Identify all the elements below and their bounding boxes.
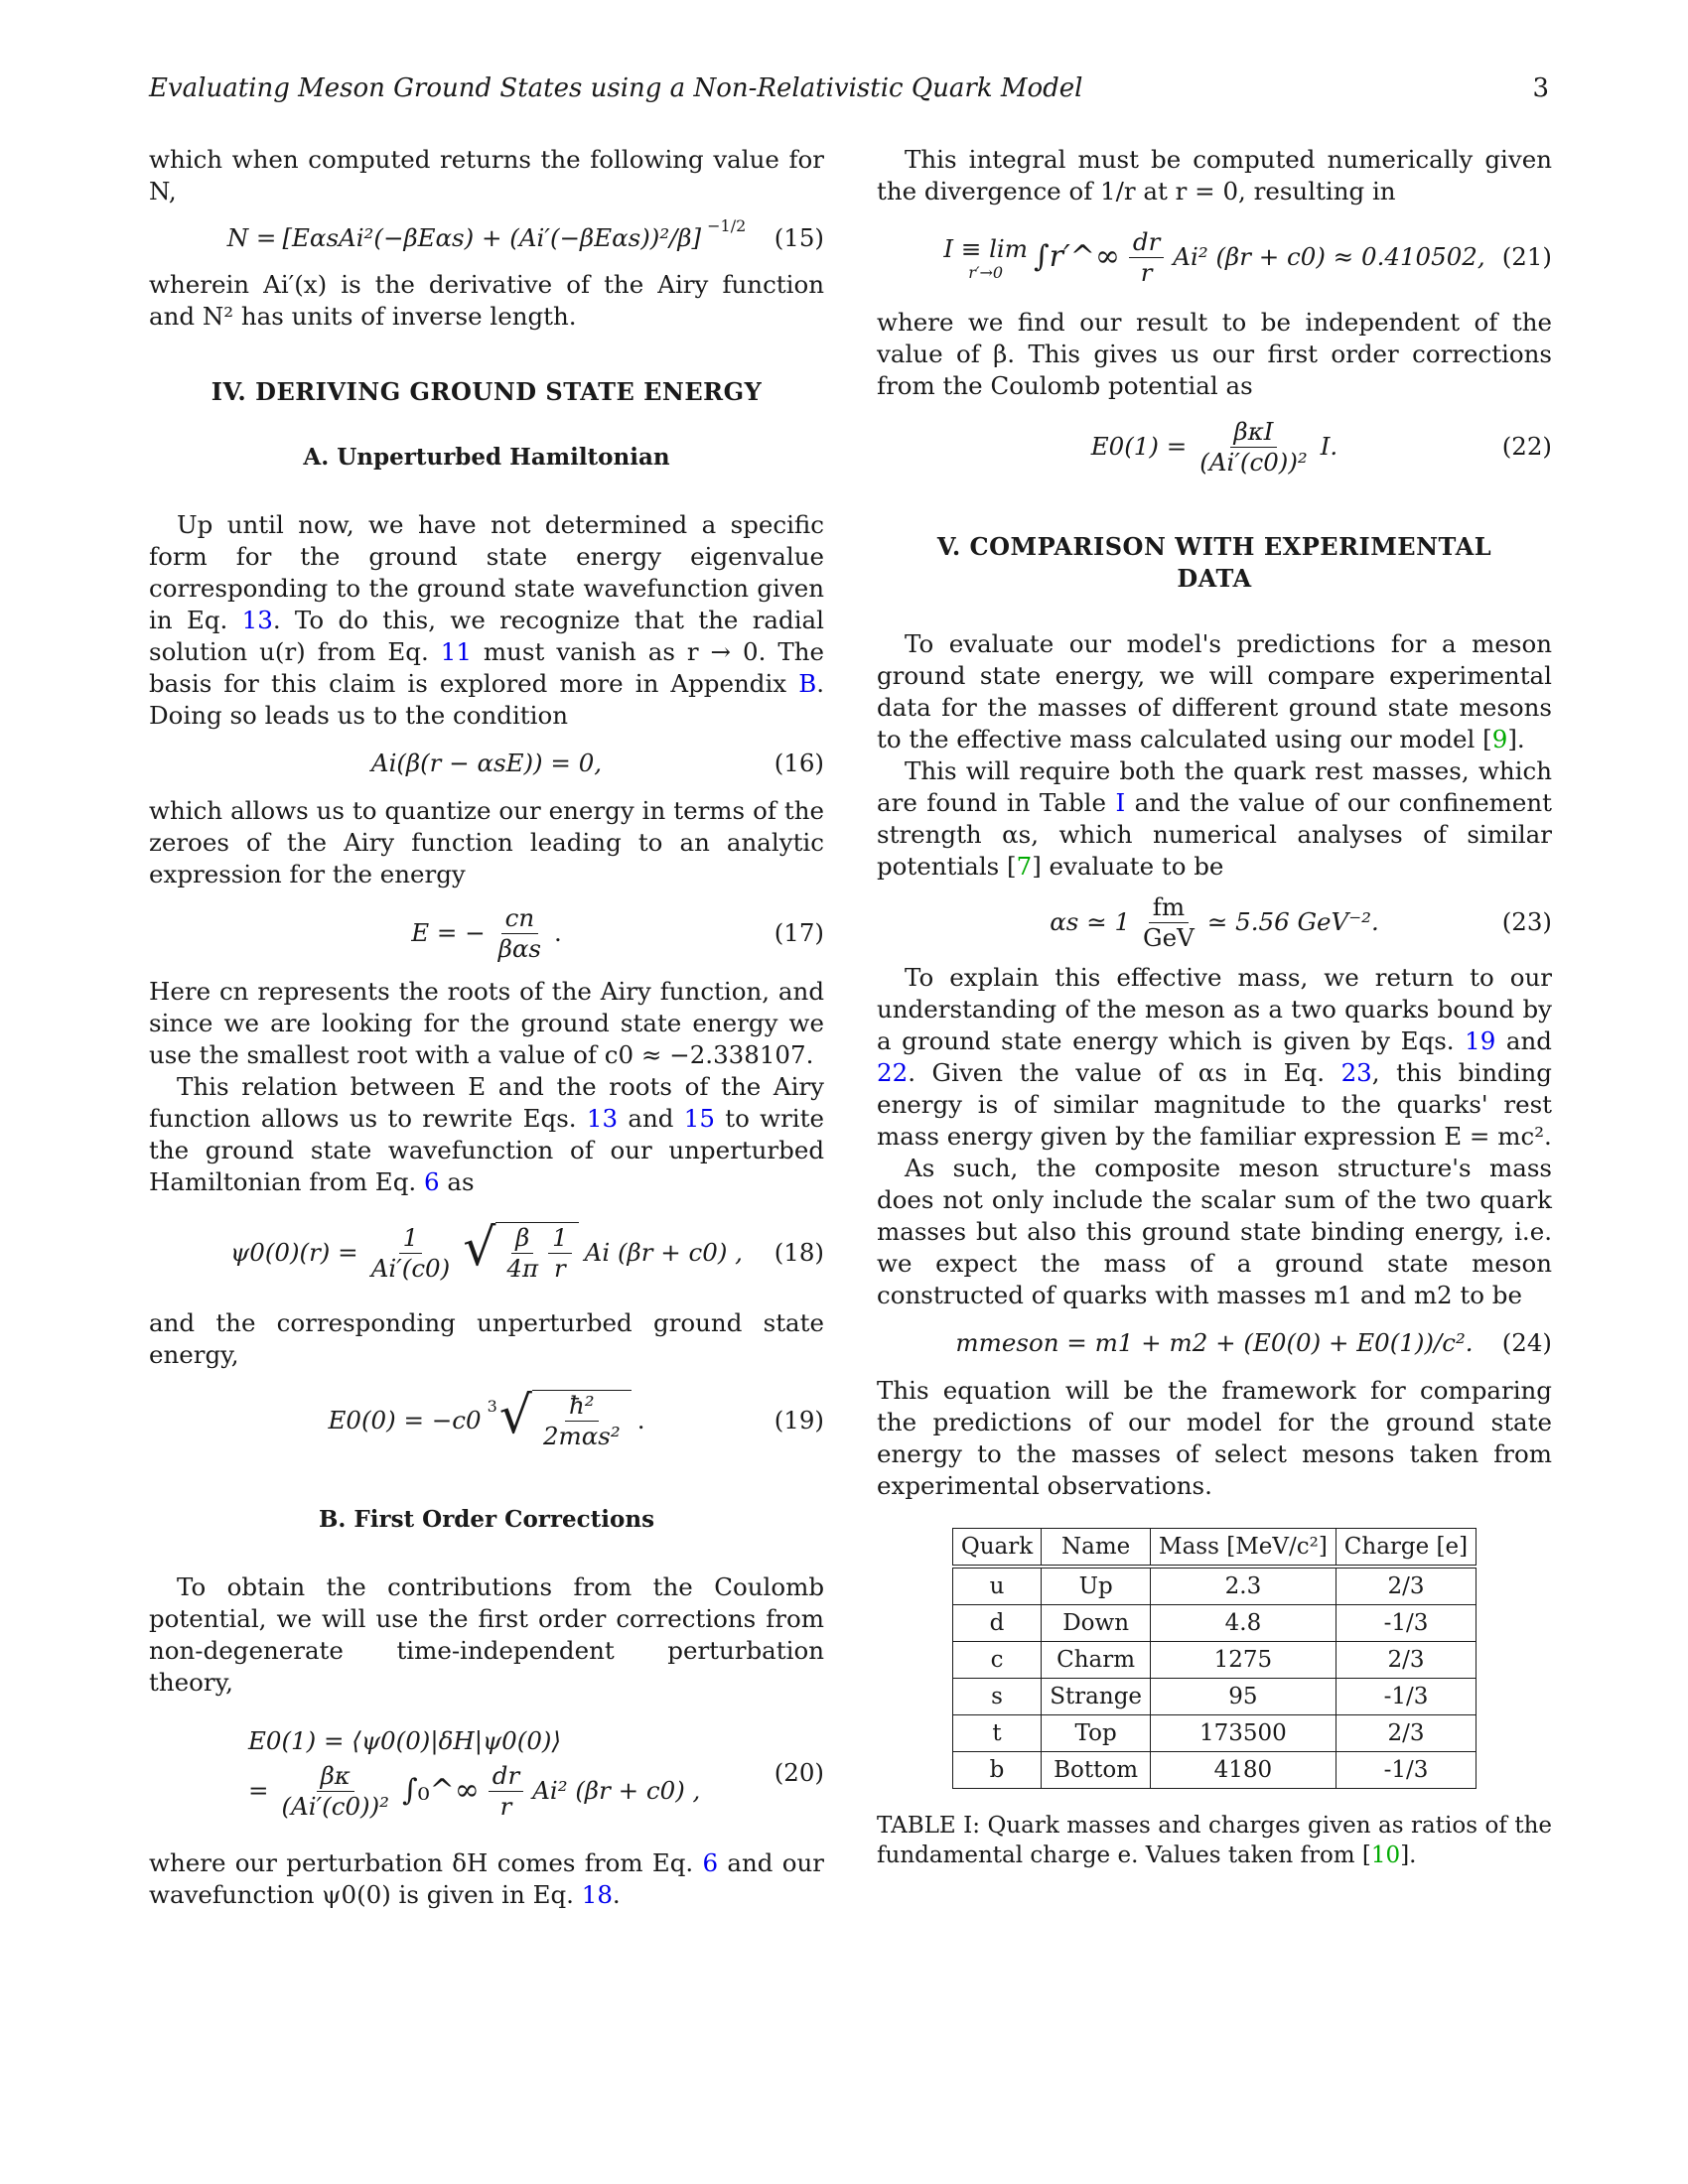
table-cell: 2/3	[1336, 1642, 1476, 1679]
table-cell: Top	[1042, 1715, 1151, 1752]
equation-reference-link[interactable]: 23	[1340, 1058, 1372, 1087]
table-cell: 2/3	[1336, 1567, 1476, 1605]
paragraph: This equation will be the framework for comparing the predictions of our model for the ground state energy to the masses of select mesons taken from experimental observations.	[877, 1376, 1552, 1500]
table-cell: c	[952, 1642, 1041, 1679]
table-row	[952, 1605, 1476, 1642]
column-header: Charge [e]	[1336, 1529, 1476, 1568]
table-reference-link[interactable]: I	[1115, 788, 1126, 817]
equation-16: Ai(β(r − αsE)) = 0, (16)	[370, 749, 824, 777]
equation-number: (20)	[774, 1758, 824, 1787]
table-cell: b	[952, 1752, 1041, 1789]
equation-21: I ≡ lim r′→0 ∫r′^∞ $\frac{dr}{r}$ Ai² (βr + c0) ≈ 0.410502, (21)	[943, 226, 1552, 287]
table-cell: -1/3	[1336, 1752, 1476, 1789]
paragraph: To explain this effective mass, we return to our understanding of the meson as a two quarks bound by a ground state energy which is given by Eqs. 19 and 22. Given the value of αs in Eq. 23, this binding energy is of similar magnitude to the quarks' rest mass energy given by the familiar expression E = mc².	[877, 963, 1552, 1151]
citation-link[interactable]: 10	[1370, 1843, 1401, 1868]
running-title: Evaluating Meson Ground States using a Non-Relativistic Quark Model	[149, 73, 1083, 103]
paragraph: This will require both the quark rest masses, which are found in Table I and the value of our confinement strength αs, which numerical analyses of similar potentials [7] evaluate to be	[877, 756, 1552, 881]
table-cell: Bottom	[1042, 1752, 1151, 1789]
table-caption: TABLE I: Quark masses and charges given as ratios of the fundamental charge e. Values taken from [10].	[877, 1813, 1552, 1868]
paragraph: where our perturbation δH comes from Eq. 6 and our wavefunction ψ0(0) is given in Eq. 18.	[149, 1848, 824, 1909]
equation-reference-link[interactable]: 22	[877, 1058, 909, 1087]
equation-17: E = − $\frac{cn}{\text{βαs}}$ . (17)	[411, 902, 824, 963]
equation-reference-link[interactable]: 19	[1465, 1026, 1496, 1055]
table-cell: Strange	[1042, 1679, 1151, 1715]
equation-number: (24)	[1501, 1328, 1552, 1357]
equation-number: (23)	[1501, 907, 1552, 936]
paragraph: Here cn represents the roots of the Airy function, and since we are looking for the ground state energy we use the smallest root with a value of c0 ≈ −2.338107.	[149, 977, 824, 1069]
table-cell: -1/3	[1336, 1605, 1476, 1642]
equation-number: (17)	[774, 918, 824, 947]
equation-19: E0(0) = −c0 $^3$ √ $\frac{\text{ħ²}}{\text{2mαs²}}$ . (19)	[328, 1386, 824, 1450]
column-header: Quark	[952, 1529, 1041, 1568]
table-row	[952, 1752, 1476, 1789]
table-cell: 1275	[1151, 1642, 1336, 1679]
equation-reference-link[interactable]: 6	[423, 1167, 440, 1196]
table-cell: t	[952, 1715, 1041, 1752]
equation-24: mmeson = m1 + m2 + (E0(0) + E0(1))/c². (24)	[955, 1328, 1552, 1357]
equation-reference-link[interactable]: 13	[586, 1104, 619, 1133]
section-heading: IV. DERIVING GROUND STATE ENERGY	[211, 377, 763, 406]
paragraph: where we find our result to be independent of the value of β. This gives us our first order corrections from the Coulomb potential as	[877, 308, 1552, 400]
subsection-heading: A. Unperturbed Hamiltonian	[303, 444, 670, 471]
table-cell: 4.8	[1151, 1605, 1336, 1642]
equation-number: (22)	[1501, 432, 1552, 461]
table-cell: -1/3	[1336, 1679, 1476, 1715]
table-row	[952, 1642, 1476, 1679]
citation-link[interactable]: 7	[1016, 852, 1033, 881]
equation-number: (15)	[774, 223, 824, 252]
page-number: 3	[1532, 73, 1549, 103]
equation-number: (21)	[1501, 242, 1552, 271]
column-header: Name	[1042, 1529, 1151, 1568]
table-row	[952, 1715, 1476, 1752]
equation-number: (16)	[774, 749, 824, 777]
running-header	[149, 73, 1549, 113]
equation-reference-link[interactable]: 15	[683, 1104, 715, 1133]
table-cell: s	[952, 1679, 1041, 1715]
equation-reference-link[interactable]: 18	[581, 1880, 613, 1909]
equation-reference-link[interactable]: 11	[440, 637, 472, 666]
equation-reference-link[interactable]: 6	[702, 1848, 719, 1877]
paragraph: As such, the composite meson structure's mass does not only include the scalar sum of the two quark masses but also this ground state binding energy, i.e. we expect the mass of a ground state meson constructed of quarks with masses m1 and m2 to be	[877, 1154, 1552, 1309]
quark-table	[952, 1528, 1477, 1789]
equation-number: (19)	[774, 1406, 824, 1434]
table-header-row	[952, 1529, 1476, 1568]
table-cell: Down	[1042, 1605, 1151, 1642]
left-column	[149, 144, 824, 1911]
equation-20: E0(1) = ⟨ψ0(0)|δH|ψ0(0)⟩ = $\frac{\beta\kappa}{\text{(Ai′(c0))²}}$ ∫₀^∞ $\frac{dr}{r}$ Ai² (βr + c0) , (20)	[248, 1725, 824, 1821]
equation-22: E0(1) = $\frac{\text{βκI}}{\text{(Ai′(c0))²}}$ I. (22)	[1090, 416, 1552, 477]
table-cell: 4180	[1151, 1752, 1336, 1789]
table-cell: 2.3	[1151, 1567, 1336, 1605]
table-row	[952, 1567, 1476, 1605]
paragraph: To evaluate our model's predictions for a meson ground state energy, we will compare experimental data for the masses of different ground state mesons to the effective mass calculated using our model [9].	[877, 629, 1552, 753]
subsection-heading: B. First Order Corrections	[318, 1506, 655, 1533]
paragraph: and the corresponding unperturbed ground state energy,	[149, 1308, 824, 1369]
paragraph: To obtain the contributions from the Coulomb potential, we will use the first order corrections from non-degenerate time-independent perturbation theory,	[149, 1572, 824, 1697]
table-row	[952, 1679, 1476, 1715]
paragraph: Up until now, we have not determined a specific form for the ground state energy eigenvalue corresponding to the ground state wavefunction given in Eq. 13. To do this, we recognize that the radial solution u(r) from Eq. 11 must vanish as r → 0. The basis for this claim is explored more in Appendix B. Doing so leads us to the condition	[149, 510, 824, 730]
paragraph: which when computed returns the following value for N,	[149, 145, 824, 205]
equation-23: αs ≃ 1 $\frac{fm}{\text{GeV}}$ ≃ 5.56 GeV⁻². (23)	[1050, 891, 1552, 952]
equation-reference-link[interactable]: 13	[241, 606, 273, 634]
right-column	[877, 144, 1552, 1870]
table-cell: 173500	[1151, 1715, 1336, 1752]
paragraph: which allows us to quantize our energy in terms of the zeroes of the Airy function leading to an analytic expression for the energy	[149, 796, 824, 888]
citation-link[interactable]: 9	[1491, 725, 1508, 753]
paragraph: This relation between E and the roots of the Airy function allows us to rewrite Eqs. 13 and 15 to write the ground state wavefunction of our unperturbed Hamiltonian from Eq. 6 as	[149, 1072, 824, 1196]
paragraph: wherein Ai′(x) is the derivative of the Airy function and N² has units of inverse length.	[149, 270, 824, 331]
table-cell: Charm	[1042, 1642, 1151, 1679]
paragraph: This integral must be computed numerically given the divergence of 1/r at r = 0, resulting in	[877, 145, 1552, 205]
table-cell: 95	[1151, 1679, 1336, 1715]
equation-18: ψ0(0)(r) = $\frac{1}{Ai'(c0)}$ √ $\frac{\beta}{4\pi}$ $\frac{1}{r}$ Ai (βr + c0) , (18)	[230, 1218, 824, 1283]
column-header: Mass [MeV/c²]	[1151, 1529, 1336, 1568]
table-cell: 2/3	[1336, 1715, 1476, 1752]
equation-number: (18)	[774, 1238, 824, 1267]
table-cell: Up	[1042, 1567, 1151, 1605]
appendix-reference-link[interactable]: B	[798, 669, 817, 698]
section-heading: V. COMPARISON WITH EXPERIMENTAL DATA	[936, 532, 1492, 593]
table-cell: u	[952, 1567, 1041, 1605]
table-cell: d	[952, 1605, 1041, 1642]
equation-15: N = [EαsAi²(−βEαs) + (Ai′(−βEαs))²/β] $^{-1/2}$ (15)	[226, 216, 824, 252]
